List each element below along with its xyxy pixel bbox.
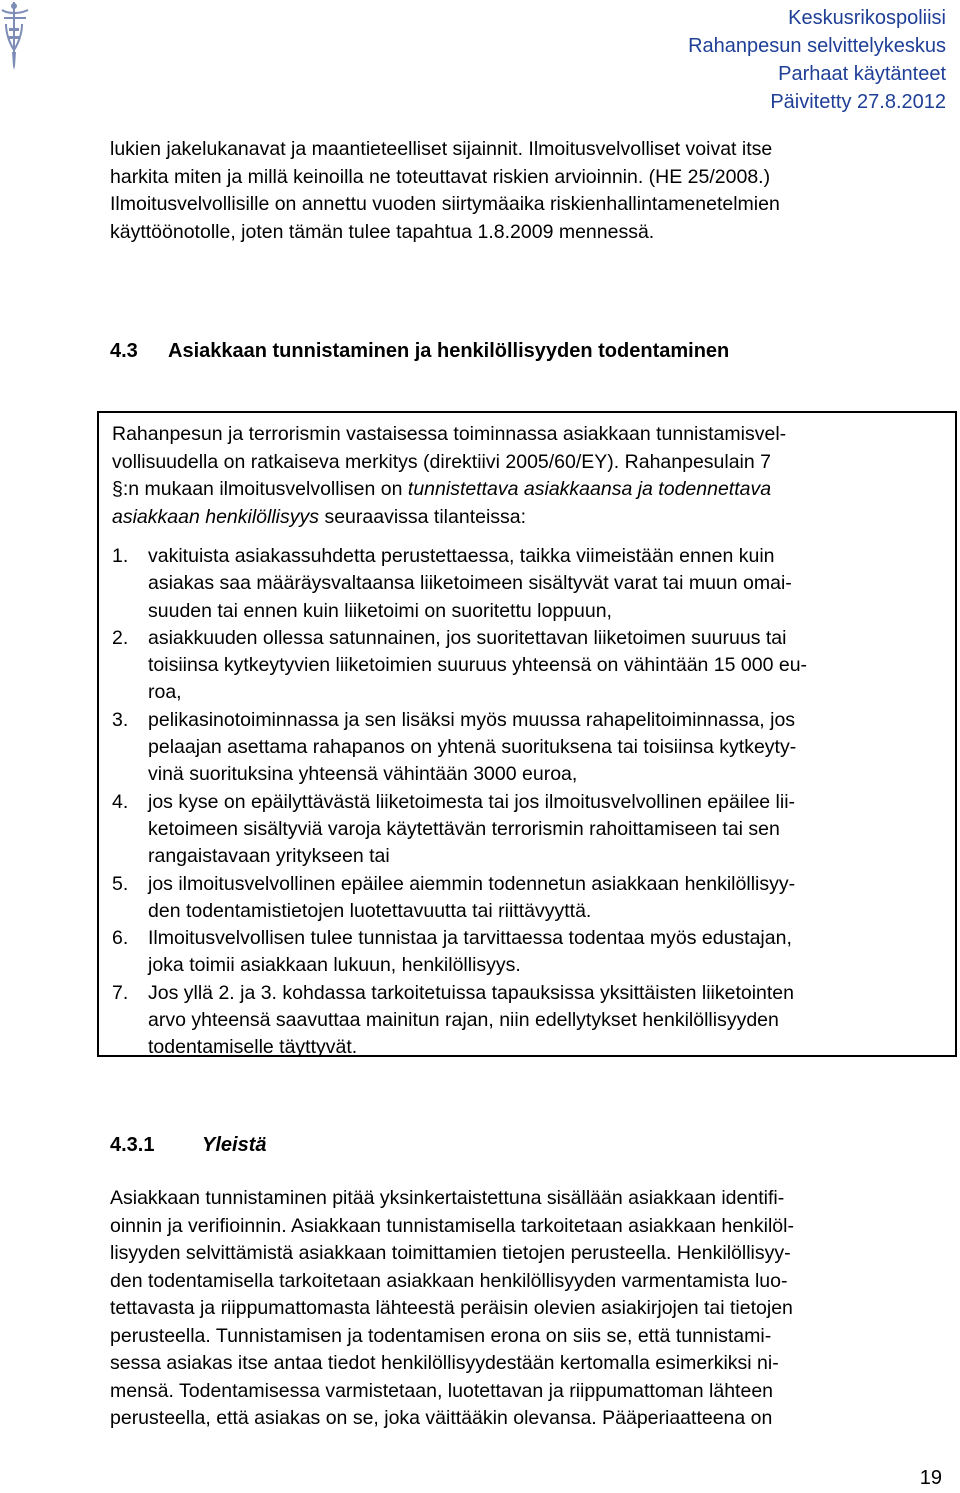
- police-emblem-icon: [0, 0, 34, 72]
- text-line: vakituista asiakassuhdetta perustettaessa, taikka viimeistään ennen kuin: [148, 545, 775, 567]
- text-line: lisyyden selvittämistä asiakkaan toimittamien tietojen perusteella. Henkilöllisyy-: [110, 1242, 791, 1264]
- list-item: [112, 707, 807, 789]
- text-line: roa,: [148, 681, 182, 704]
- text-line: den todentamistietojen luotettavuutta tai riittävyyttä.: [148, 899, 592, 922]
- text-line: tettavasta ja riippumattomasta lähteestä peräisin olevien asiakirjojen tai tietojen: [110, 1297, 793, 1319]
- header-document-title: Parhaat käytänteet: [778, 63, 946, 85]
- text-line: suuden tai ennen kuin liiketoimi on suoritettu loppuun,: [148, 599, 612, 622]
- text-line: vollisuudella on ratkaiseva merkitys (direktiivi 2005/60/EY). Rahanpesulain 7: [112, 450, 772, 473]
- subsection-title: Yleistä: [202, 1134, 267, 1156]
- text-line: [112, 504, 786, 532]
- text-line: Ilmoitusvelvollisille on annettu vuoden siirtymäaika riskienhallintamenetelmien: [110, 193, 780, 215]
- list-item-text: [148, 789, 795, 871]
- list-item-text: [148, 871, 795, 926]
- list-item: [112, 871, 807, 926]
- section-heading: [110, 340, 729, 363]
- list-item: [112, 980, 807, 1062]
- list-item-number: 3.: [112, 708, 129, 731]
- text-line: perusteella. Tunnistamisen ja todentamisen erona on siis se, että tunnistami-: [110, 1324, 772, 1347]
- text-line: pelikasinotoiminnassa ja sen lisäksi myös muussa rahapelitoiminnassa, jos: [148, 708, 796, 731]
- text-line: ketoimeen sisältyviä varoja käytettävän terrorismin rahoittamiseen tai sen: [148, 817, 780, 840]
- text-emphasis: asiakkaan henkilöllisyys: [112, 505, 320, 528]
- list-item: [112, 625, 807, 707]
- text-line: lukien jakelukanavat ja maantieteelliset sijainnit. Ilmoitusvelvolliset voivat itse: [110, 138, 773, 160]
- text-line: [112, 476, 786, 504]
- intro-paragraph: [110, 136, 930, 246]
- text-line: harkita miten ja millä keinoilla ne toteuttavat riskien arvioinnin. (HE 25/2008.): [110, 165, 771, 188]
- list-item-text: [148, 625, 807, 707]
- text-line: jos kyse on epäilyttävästä liiketoimesta tai jos ilmoitusvelvollinen epäilee lii-: [148, 790, 796, 813]
- list-item-number: 6.: [112, 927, 129, 950]
- text-line: arvo yhteensä saavuttaa mainitun rajan, niin edellytykset henkilöllisyyden: [148, 1009, 779, 1032]
- text-line: Asiakkaan tunnistaminen pitää yksinkertaistettuna sisällään asiakkaan identifi-: [110, 1187, 785, 1209]
- list-item-number: 7.: [112, 981, 129, 1004]
- list-item-text: [148, 707, 796, 789]
- list-item-number: 4.: [112, 790, 129, 813]
- text-plain: §:n mukaan ilmoitusvelvollisen on: [112, 478, 408, 500]
- text-line: sessa asiakas itse antaa tiedot henkilöllisyydestään kertomalla esimerkiksi ni-: [110, 1352, 779, 1374]
- list-item: [112, 925, 807, 980]
- legal-requirements-box: [97, 411, 957, 1057]
- subsection-number: 4.3.1: [110, 1134, 155, 1156]
- list-item-text: [148, 543, 792, 625]
- list-item: [112, 789, 807, 871]
- text-line: asiakkuuden ollessa satunnainen, jos suoritettavan liiketoimen suuruus tai: [148, 626, 787, 649]
- text-line: den todentamisella tarkoitetaan asiakkaan henkilöllisyyden varmentamista luo-: [110, 1269, 788, 1292]
- text-line: käyttöönotolle, joten tämän tulee tapahtua 1.8.2009 mennessä.: [110, 220, 655, 243]
- text-line: oinnin ja verifioinnin. Asiakkaan tunnistamisella tarkoitetaan asiakkaan henkilöl-: [110, 1214, 794, 1237]
- text-line: jos ilmoitusvelvollinen epäilee aiemmin todennetun asiakkaan henkilöllisyy-: [148, 872, 796, 895]
- text-line: todentamiselle täyttyvät.: [148, 1036, 358, 1059]
- text-line: vinä suorituksina yhteensä vähintään 3000 euroa,: [148, 763, 578, 786]
- list-item-number: 1.: [112, 545, 129, 567]
- text-line: asiakas saa määräysvaltaansa liiketoimeen sisältyvät varat tai muun omai-: [148, 572, 792, 595]
- text-line: Ilmoitusvelvollisen tulee tunnistaa ja tarvittaessa todentaa myös edustajan,: [148, 927, 792, 950]
- section-number: 4.3: [110, 340, 138, 362]
- header-updated-date: Päivitetty 27.8.2012: [770, 91, 946, 113]
- list-item-text: [148, 925, 792, 980]
- text-emphasis: tunnistettava asiakkaansa ja todennettava: [407, 478, 772, 500]
- text-line: rangaistavaan yritykseen tai: [148, 845, 390, 868]
- list-item: [112, 543, 807, 625]
- text-line: perusteella, että asiakas on se, joka väittääkin olevansa. Pääperiaatteena on: [110, 1407, 773, 1429]
- list-item-text: [148, 980, 794, 1062]
- text-line: toisiinsa kytkeytyvien liiketoimien suuruus yhteensä on vähintään 15 000 eu-: [148, 654, 808, 677]
- list-item-number: 2.: [112, 626, 129, 649]
- header-unit: Rahanpesun selvittelykeskus: [688, 35, 946, 57]
- box-intro-text: [112, 421, 786, 531]
- text-line: Rahanpesun ja terrorismin vastaisessa toiminnassa asiakkaan tunnistamisvel-: [112, 423, 787, 445]
- text-plain: seuraavissa tilanteissa:: [319, 505, 527, 528]
- requirements-list: [112, 543, 807, 1062]
- header-organization: Keskusrikospoliisi: [788, 7, 946, 29]
- document-header: [688, 4, 946, 116]
- text-line: joka toimii asiakkaan lukuun, henkilöllisyys.: [148, 954, 521, 977]
- text-line: Jos yllä 2. ja 3. kohdassa tarkoitetuissa tapauksissa yksittäisten liiketointen: [148, 981, 794, 1004]
- text-line: mensä. Todentamisessa varmistetaan, luotettavan ja riippumattoman lähteen: [110, 1379, 774, 1402]
- body-paragraph: [110, 1185, 930, 1433]
- subsection-heading: [110, 1134, 266, 1157]
- text-line: pelaajan asettama rahapanos on yhtenä suorituksena tai toisiinsa kytkeyty-: [148, 736, 797, 759]
- list-item-number: 5.: [112, 872, 129, 895]
- page-number: 19: [919, 1467, 942, 1489]
- section-title: Asiakkaan tunnistaminen ja henkilöllisyyden todentaminen: [168, 340, 730, 362]
